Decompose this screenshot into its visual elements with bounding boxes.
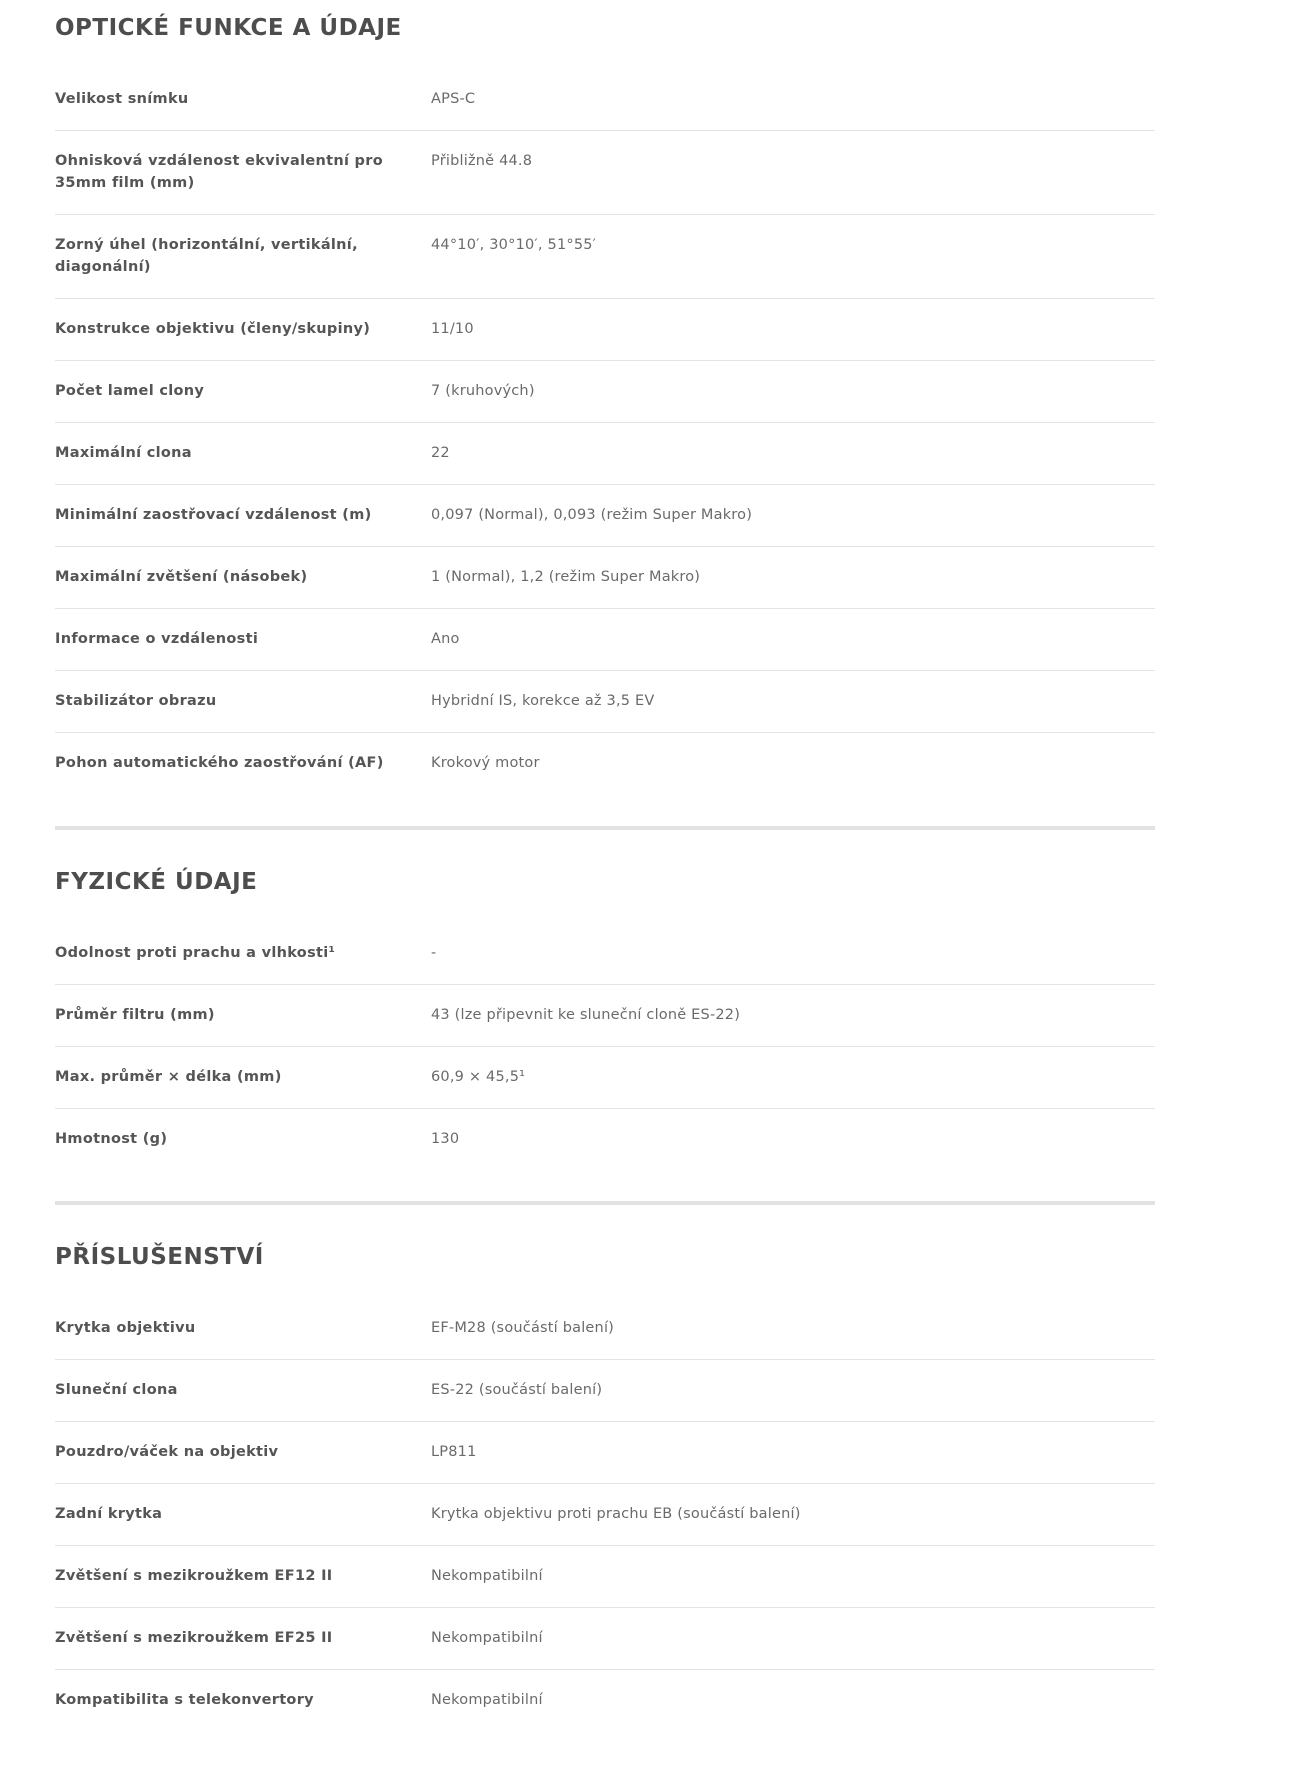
- spec-value: Nekompatibilní: [431, 1568, 543, 1584]
- spec-table-accessories: [55, 1298, 1155, 1732]
- spec-label: Odolnost proti prachu a vlhkosti¹: [55, 945, 336, 961]
- spec-value: 44°10′, 30°10′, 51°55′: [431, 237, 597, 253]
- spec-label: Pouzdro/váček na objektiv: [55, 1444, 279, 1460]
- section-title-accessories: PŘÍSLUŠENSTVÍ: [55, 1244, 264, 1270]
- spec-label: Zadní krytka: [55, 1506, 163, 1522]
- spec-value: Hybridní IS, korekce až 3,5 EV: [431, 693, 655, 709]
- section-title-optical: OPTICKÉ FUNKCE A ÚDAJE: [55, 15, 402, 41]
- spec-row: [55, 1109, 1155, 1171]
- spec-value: 11/10: [431, 321, 474, 337]
- spec-label: Pohon automatického zaostřování (AF): [55, 755, 384, 771]
- spec-value: LP811: [431, 1444, 477, 1460]
- spec-row: [55, 423, 1155, 485]
- section-physical: [55, 862, 1155, 1171]
- spec-row: [55, 1047, 1155, 1109]
- spec-value: EF-M28 (součástí balení): [431, 1320, 615, 1336]
- spec-value: 7 (kruhových): [431, 383, 535, 399]
- spec-row: [55, 361, 1155, 423]
- spec-label: Minimální zaostřovací vzdálenost (m): [55, 507, 372, 523]
- spec-value: ES-22 (součástí balení): [431, 1382, 603, 1398]
- spec-value: 130: [431, 1131, 460, 1147]
- spec-row: [55, 671, 1155, 733]
- spec-label: Informace o vzdálenosti: [55, 631, 259, 647]
- section-divider: [55, 826, 1155, 830]
- spec-row: [55, 215, 1155, 299]
- section-optical: [55, 8, 1155, 795]
- spec-label: Sluneční clona: [55, 1382, 178, 1398]
- spec-value: Nekompatibilní: [431, 1692, 543, 1708]
- spec-label: Maximální zvětšení (násobek): [55, 569, 308, 585]
- spec-row: [55, 985, 1155, 1047]
- spec-value: Krokový motor: [431, 755, 540, 771]
- spec-label: Počet lamel clony: [55, 383, 205, 399]
- spec-label: Kompatibilita s telekonvertory: [55, 1692, 314, 1708]
- spec-value: Nekompatibilní: [431, 1630, 543, 1646]
- spec-row: [55, 299, 1155, 361]
- section-title-physical: FYZICKÉ ÚDAJE: [55, 869, 258, 895]
- spec-value: 1 (Normal), 1,2 (režim Super Makro): [431, 569, 701, 585]
- spec-value: Ano: [431, 631, 460, 647]
- spec-value: Krytka objektivu proti prachu EB (součástí balení): [431, 1506, 801, 1522]
- spec-row: [55, 1484, 1155, 1546]
- spec-label: Zorný úhel (horizontální, vertikální, diagonální): [55, 237, 358, 275]
- spec-label: Max. průměr × délka (mm): [55, 1069, 282, 1085]
- spec-row: [55, 923, 1155, 985]
- spec-value: 43 (lze připevnit ke sluneční cloně ES-22): [431, 1007, 741, 1023]
- spec-label: Velikost snímku: [55, 91, 189, 107]
- spec-row: [55, 1608, 1155, 1670]
- spec-label: Průměr filtru (mm): [55, 1007, 215, 1023]
- spec-row: [55, 733, 1155, 795]
- spec-label: Krytka objektivu: [55, 1320, 196, 1336]
- spec-label: Stabilizátor obrazu: [55, 693, 217, 709]
- spec-row: [55, 1422, 1155, 1484]
- spec-row: [55, 1360, 1155, 1422]
- spec-label: Zvětšení s mezikroužkem EF12 II: [55, 1568, 333, 1584]
- spec-label: Zvětšení s mezikroužkem EF25 II: [55, 1630, 333, 1646]
- spec-value: 0,097 (Normal), 0,093 (režim Super Makro): [431, 507, 753, 523]
- spec-row: [55, 69, 1155, 131]
- spec-value: -: [431, 945, 437, 961]
- spec-value: Přibližně 44.8: [431, 153, 533, 169]
- spec-value: 22: [431, 445, 450, 461]
- spec-label: Maximální clona: [55, 445, 192, 461]
- spec-row: [55, 485, 1155, 547]
- spec-row: [55, 131, 1155, 215]
- spec-table-optical: [55, 69, 1155, 795]
- spec-row: [55, 1546, 1155, 1608]
- spec-row: [55, 1670, 1155, 1732]
- spec-label: Hmotnost (g): [55, 1131, 168, 1147]
- spec-value: 60,9 × 45,5¹: [431, 1069, 526, 1085]
- spec-row: [55, 547, 1155, 609]
- spec-row: [55, 609, 1155, 671]
- spec-row: [55, 1298, 1155, 1360]
- spec-table-physical: [55, 923, 1155, 1171]
- section-divider: [55, 1201, 1155, 1205]
- spec-value: APS-C: [431, 91, 476, 107]
- spec-label: Konstrukce objektivu (členy/skupiny): [55, 321, 371, 337]
- section-accessories: [55, 1237, 1155, 1732]
- spec-label: Ohnisková vzdálenost ekvivalentní pro 35mm film (mm): [55, 153, 383, 191]
